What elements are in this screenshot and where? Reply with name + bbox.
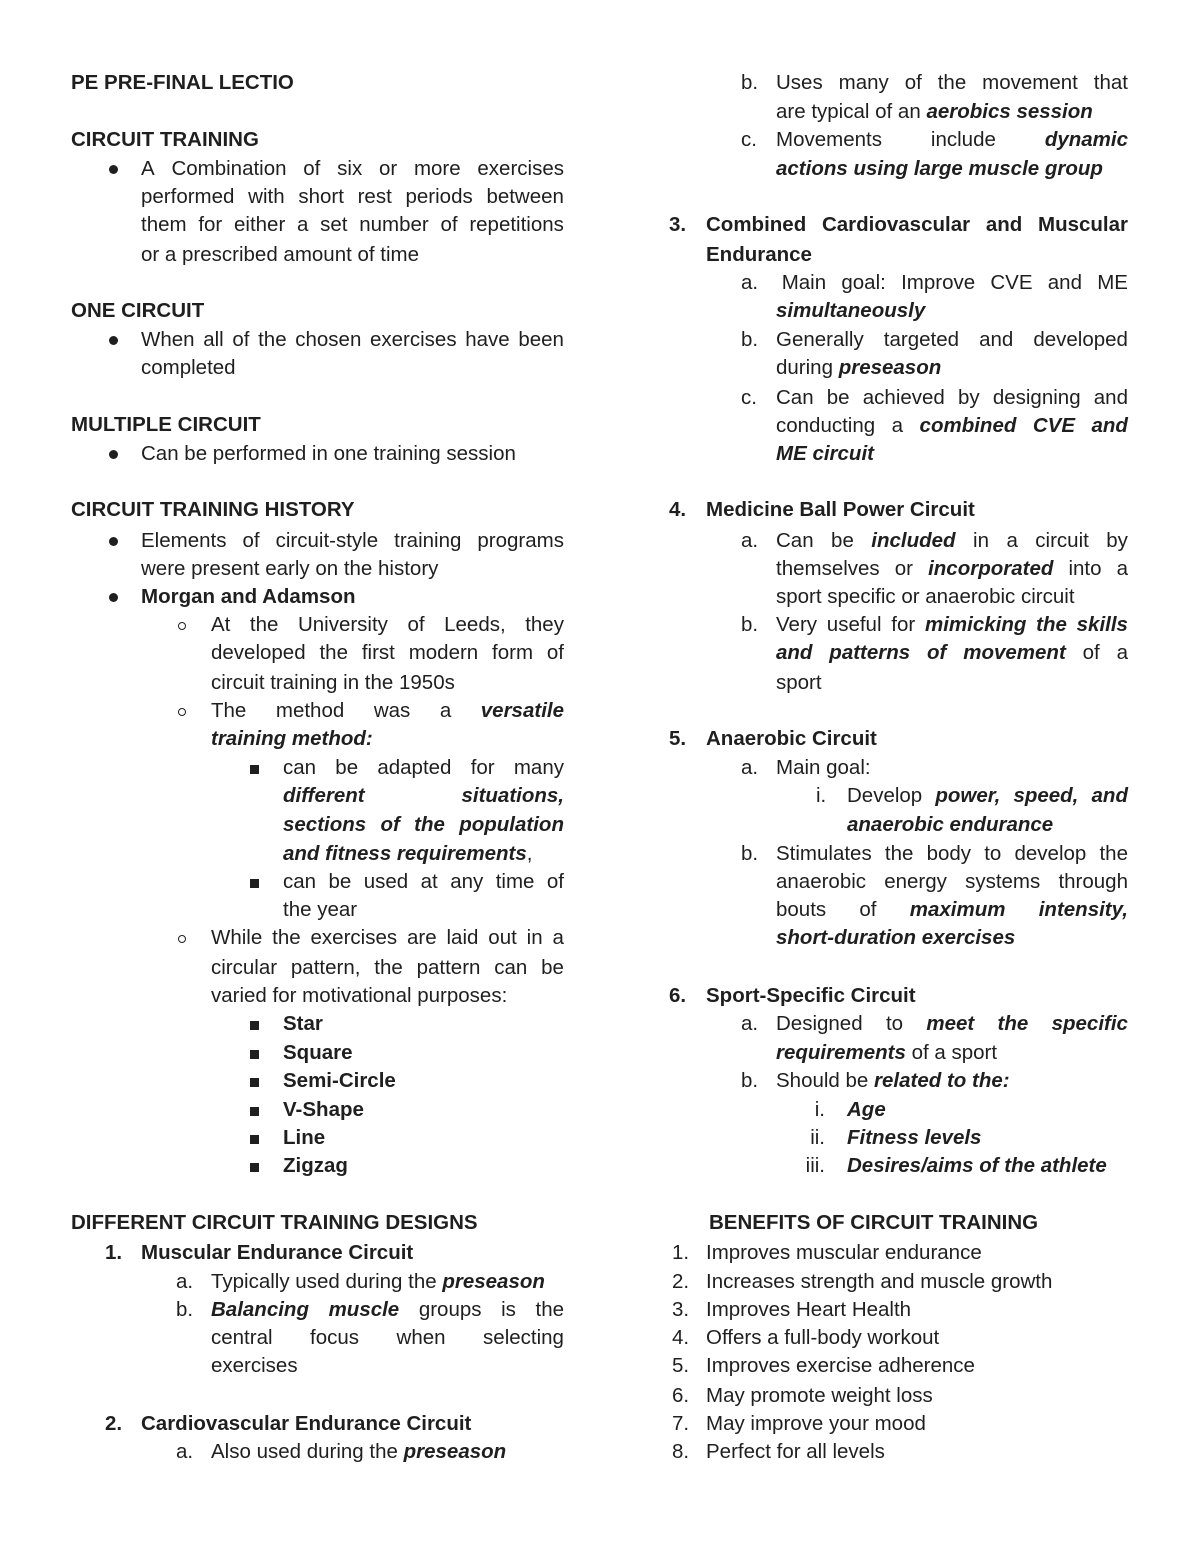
bullet-dot-icon bbox=[109, 537, 118, 546]
text-line: requirements of a sport bbox=[776, 1041, 998, 1064]
pattern-item: Line bbox=[283, 1126, 326, 1149]
list-letter: a. bbox=[741, 756, 759, 779]
text-line: anaerobic endurance bbox=[847, 813, 1054, 836]
text-line: A Combination of six or more exercises bbox=[141, 157, 564, 180]
text-line: Desires/aims of the athlete bbox=[847, 1154, 1107, 1177]
design-title: Combined Cardiovascular and Muscular bbox=[706, 213, 1128, 236]
bullet-square-icon bbox=[250, 1163, 259, 1172]
text-line: short-duration exercises bbox=[776, 926, 1016, 949]
list-number: 8. bbox=[672, 1440, 690, 1463]
text-line: bouts of maximum intensity, bbox=[776, 898, 1128, 921]
section-heading-history: CIRCUIT TRAINING HISTORY bbox=[71, 498, 355, 521]
text-line: Develop power, speed, and bbox=[847, 784, 1128, 807]
text-line: Also used during the preseason bbox=[211, 1440, 507, 1463]
text-line: Can be included in a circuit by bbox=[776, 529, 1128, 552]
design-title: Endurance bbox=[706, 243, 812, 266]
section-heading-circuit-training: CIRCUIT TRAINING bbox=[71, 128, 259, 151]
list-letter: b. bbox=[176, 1298, 194, 1321]
text-line: conducting a combined CVE and bbox=[776, 414, 1128, 437]
list-roman: iii. bbox=[805, 1154, 825, 1177]
list-number: 2. bbox=[672, 1270, 690, 1293]
text-line: Can be achieved by designing and bbox=[776, 386, 1128, 409]
list-letter: b. bbox=[741, 1069, 759, 1092]
text-line: Can be performed in one training session bbox=[141, 442, 516, 465]
design-title: Muscular Endurance Circuit bbox=[141, 1241, 414, 1264]
bullet-circle-icon bbox=[178, 935, 186, 943]
section-heading-designs: DIFFERENT CIRCUIT TRAINING DESIGNS bbox=[71, 1211, 478, 1234]
list-roman: i. bbox=[816, 784, 827, 807]
section-heading-one-circuit: ONE CIRCUIT bbox=[71, 299, 205, 322]
bullet-square-icon bbox=[250, 1107, 259, 1116]
text-line: during preseason bbox=[776, 356, 942, 379]
text-line: Uses many of the movement that bbox=[776, 71, 1128, 94]
text-line: varied for motivational purposes: bbox=[211, 984, 508, 1007]
list-number: 2. bbox=[105, 1412, 123, 1435]
list-letter: a. bbox=[741, 529, 759, 552]
text-line: Typically used during the preseason bbox=[211, 1270, 545, 1293]
list-number: 5. bbox=[669, 727, 687, 750]
pattern-item: V-Shape bbox=[283, 1098, 364, 1121]
list-number: 1. bbox=[105, 1241, 123, 1264]
text-line: Main goal: Improve CVE and ME bbox=[776, 271, 1128, 294]
bullet-dot-icon bbox=[109, 336, 118, 345]
list-number: 1. bbox=[672, 1241, 690, 1264]
text-line: sections of the population bbox=[283, 813, 564, 836]
text-line: Elements of circuit-style training programs bbox=[141, 529, 564, 552]
benefit-item: Improves Heart Health bbox=[706, 1298, 912, 1321]
bullet-square-icon bbox=[250, 1078, 259, 1087]
text-line: performed with short rest periods between bbox=[141, 185, 564, 208]
bullet-circle-icon bbox=[178, 708, 186, 716]
text-line: central focus when selecting bbox=[211, 1326, 564, 1349]
text-line: ME circuit bbox=[776, 442, 874, 465]
list-letter: a. bbox=[741, 271, 759, 294]
text-line: While the exercises are laid out in a bbox=[211, 926, 564, 949]
text-line: actions using large muscle group bbox=[776, 157, 1103, 180]
list-roman: i. bbox=[814, 1098, 825, 1121]
benefit-item: Increases strength and muscle growth bbox=[706, 1270, 1053, 1293]
text-line: are typical of an aerobics session bbox=[776, 100, 1093, 123]
text-line: training method: bbox=[211, 727, 373, 750]
benefit-item: Perfect for all levels bbox=[706, 1440, 885, 1463]
list-letter: c. bbox=[741, 128, 757, 151]
bullet-circle-icon bbox=[178, 622, 186, 630]
text-line: Fitness levels bbox=[847, 1126, 982, 1149]
list-number: 4. bbox=[669, 498, 687, 521]
list-number: 5. bbox=[672, 1354, 690, 1377]
list-letter: a. bbox=[176, 1440, 194, 1463]
pattern-item: Zigzag bbox=[283, 1154, 348, 1177]
bullet-square-icon bbox=[250, 1135, 259, 1144]
list-number: 3. bbox=[669, 213, 687, 236]
text-line: developed the first modern form of bbox=[211, 641, 564, 664]
benefit-item: May promote weight loss bbox=[706, 1384, 933, 1407]
text-line: them for either a set number of repetitions bbox=[141, 213, 564, 236]
text-line: Morgan and Adamson bbox=[141, 585, 356, 608]
section-heading-multiple-circuit: MULTIPLE CIRCUIT bbox=[71, 413, 261, 436]
text-line: circular pattern, the pattern can be bbox=[211, 956, 564, 979]
design-title: Anaerobic Circuit bbox=[706, 727, 877, 750]
bullet-dot-icon bbox=[109, 593, 118, 602]
bullet-square-icon bbox=[250, 1021, 259, 1030]
text-line: At the University of Leeds, they bbox=[211, 613, 564, 636]
text-line: or a prescribed amount of time bbox=[141, 243, 420, 266]
text-line: sport specific or anaerobic circuit bbox=[776, 585, 1075, 608]
document-title: PE PRE-FINAL LECTIO bbox=[71, 71, 294, 94]
text-line: simultaneously bbox=[776, 299, 926, 322]
text-line: the year bbox=[283, 898, 358, 921]
benefit-item: May improve your mood bbox=[706, 1412, 926, 1435]
list-letter: b. bbox=[741, 328, 759, 351]
list-number: 7. bbox=[672, 1412, 690, 1435]
text-line: themselves or incorporated into a bbox=[776, 557, 1128, 580]
bullet-square-icon bbox=[250, 879, 259, 888]
text-line: Movements include dynamic bbox=[776, 128, 1128, 151]
text-line: and patterns of movement of a bbox=[776, 641, 1128, 664]
text-line: When all of the chosen exercises have been bbox=[141, 328, 564, 351]
text-line: Designed to meet the specific bbox=[776, 1012, 1128, 1035]
list-number: 3. bbox=[672, 1298, 690, 1321]
text-line: can be adapted for many bbox=[283, 756, 564, 779]
design-title: Sport-Specific Circuit bbox=[706, 984, 916, 1007]
text-line: Balancing muscle groups is the bbox=[211, 1298, 564, 1321]
bullet-dot-icon bbox=[109, 450, 118, 459]
list-number: 6. bbox=[672, 1384, 690, 1407]
text-line: Main goal: bbox=[776, 756, 871, 779]
bullet-square-icon bbox=[250, 765, 259, 774]
text-line: Very useful for mimicking the skills bbox=[776, 613, 1128, 636]
design-title: Cardiovascular Endurance Circuit bbox=[141, 1412, 472, 1435]
list-letter: a. bbox=[741, 1012, 759, 1035]
pattern-item: Star bbox=[283, 1012, 323, 1035]
text-line: anaerobic energy systems through bbox=[776, 870, 1128, 893]
text-line: and fitness requirements, bbox=[283, 842, 533, 865]
design-title: Medicine Ball Power Circuit bbox=[706, 498, 975, 521]
bullet-square-icon bbox=[250, 1050, 259, 1059]
text-line: Should be related to the: bbox=[776, 1069, 1010, 1092]
list-number: 4. bbox=[672, 1326, 690, 1349]
text-line: circuit training in the 1950s bbox=[211, 671, 455, 694]
list-letter: a. bbox=[176, 1270, 194, 1293]
text-line: completed bbox=[141, 356, 236, 379]
text-line: were present early on the history bbox=[141, 557, 439, 580]
text-line: Age bbox=[847, 1098, 886, 1121]
benefit-item: Offers a full-body workout bbox=[706, 1326, 940, 1349]
list-letter: b. bbox=[741, 842, 759, 865]
benefit-item: Improves exercise adherence bbox=[706, 1354, 975, 1377]
section-heading-benefits: BENEFITS OF CIRCUIT TRAINING bbox=[709, 1211, 1039, 1234]
text-line: different situations, bbox=[283, 784, 564, 807]
text-line: Generally targeted and developed bbox=[776, 328, 1128, 351]
text-line: sport bbox=[776, 671, 822, 694]
benefit-item: Improves muscular endurance bbox=[706, 1241, 982, 1264]
text-line: The method was a versatile bbox=[211, 699, 564, 722]
list-letter: b. bbox=[741, 613, 759, 636]
bullet-dot-icon bbox=[109, 165, 118, 174]
list-letter: c. bbox=[741, 386, 757, 409]
text-line: can be used at any time of bbox=[283, 870, 564, 893]
pattern-item: Square bbox=[283, 1041, 353, 1064]
list-roman: ii. bbox=[810, 1126, 825, 1149]
pattern-item: Semi-Circle bbox=[283, 1069, 396, 1092]
list-number: 6. bbox=[669, 984, 687, 1007]
text-line: Stimulates the body to develop the bbox=[776, 842, 1128, 865]
list-letter: b. bbox=[741, 71, 759, 94]
text-line: exercises bbox=[211, 1354, 298, 1377]
